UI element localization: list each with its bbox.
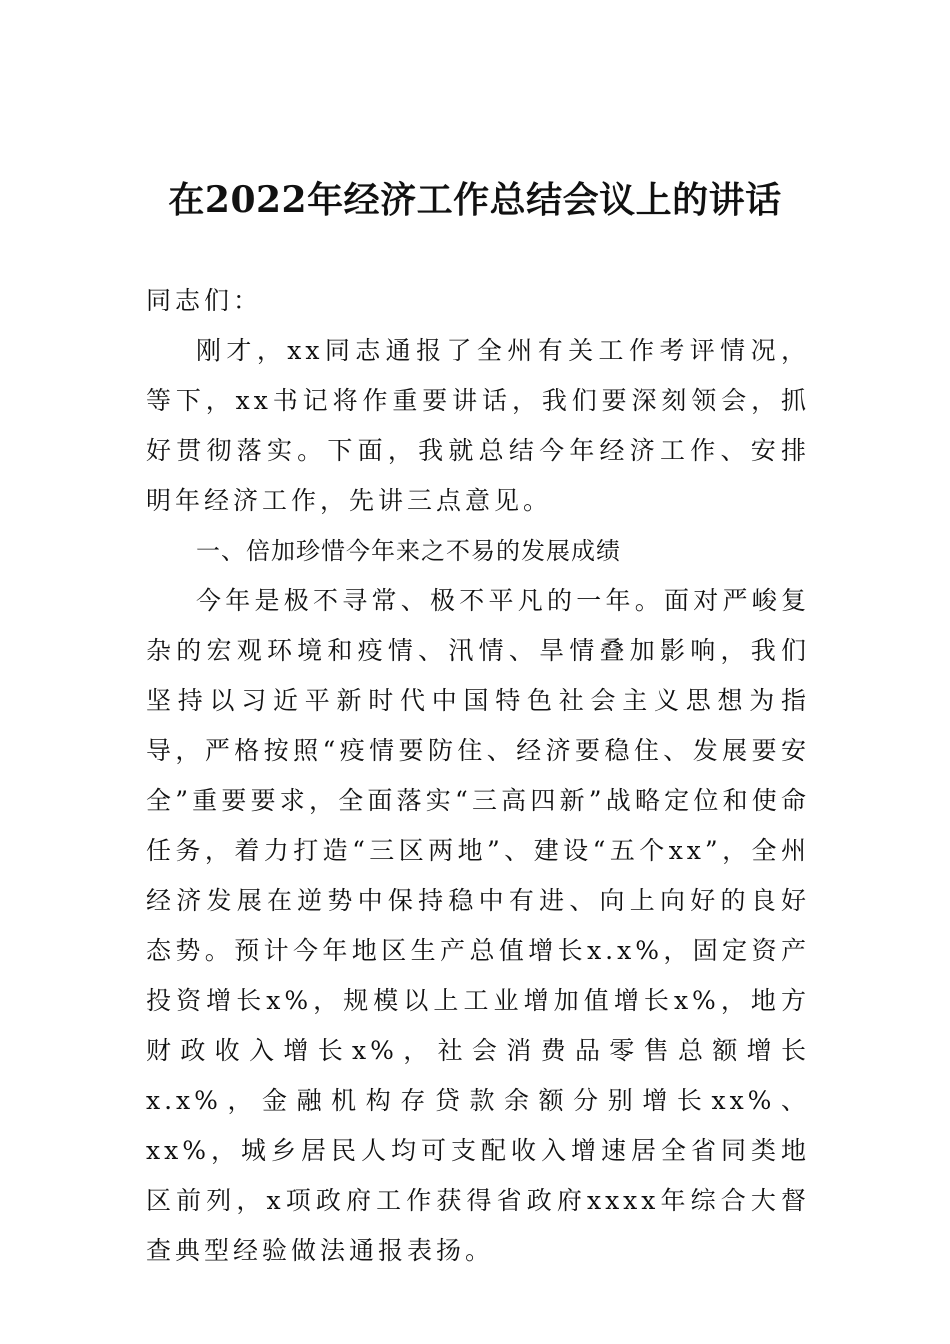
section-heading: 一、倍加珍惜今年来之不易的发展成绩 — [196, 537, 621, 565]
salutation: 同志们： — [146, 286, 263, 315]
opening-paragraph: 刚才，xx同志通报了全州有关工作考评情况，等下，xx书记将作重要讲话，我们要深刻领会，抓好贯彻落实。下面，我就总结今年经济工作、安排明年经济工作，先讲三点意见。 — [146, 336, 810, 515]
document-title: 在2022年经济工作总结会议上的讲话 — [168, 179, 782, 221]
section-paragraph: 今年是极不寻常、极不平凡的一年。面对严峻复杂的宏观环境和疫情、汛情、旱情叠加影响，我们坚持以习近平新时代中国特色社会主义思想为指导，严格按照“疫情要防住、经济要稳住、发展要安全”重要要求，全面落实“三高四新”战略定位和使命任务，着力打造“三区两地”、建设“五个xx”，全州经济发展在逆势中保持稳中有进、向上向好的良好态势。预计今年地区生产总值增长x.x%，固定资产投资增长x%，规模以上工业增加值增长x%，地方财政收入增长x%，社会消费品零售总额增长x.x%，金融机构存贷款余额分别增长xx%、xx%，城乡居民人均可支配收入增速居全省同类地区前列，x项政府工作获得省政府xxxx年综合大督查典型经验做法通报表扬。 — [146, 586, 810, 1265]
